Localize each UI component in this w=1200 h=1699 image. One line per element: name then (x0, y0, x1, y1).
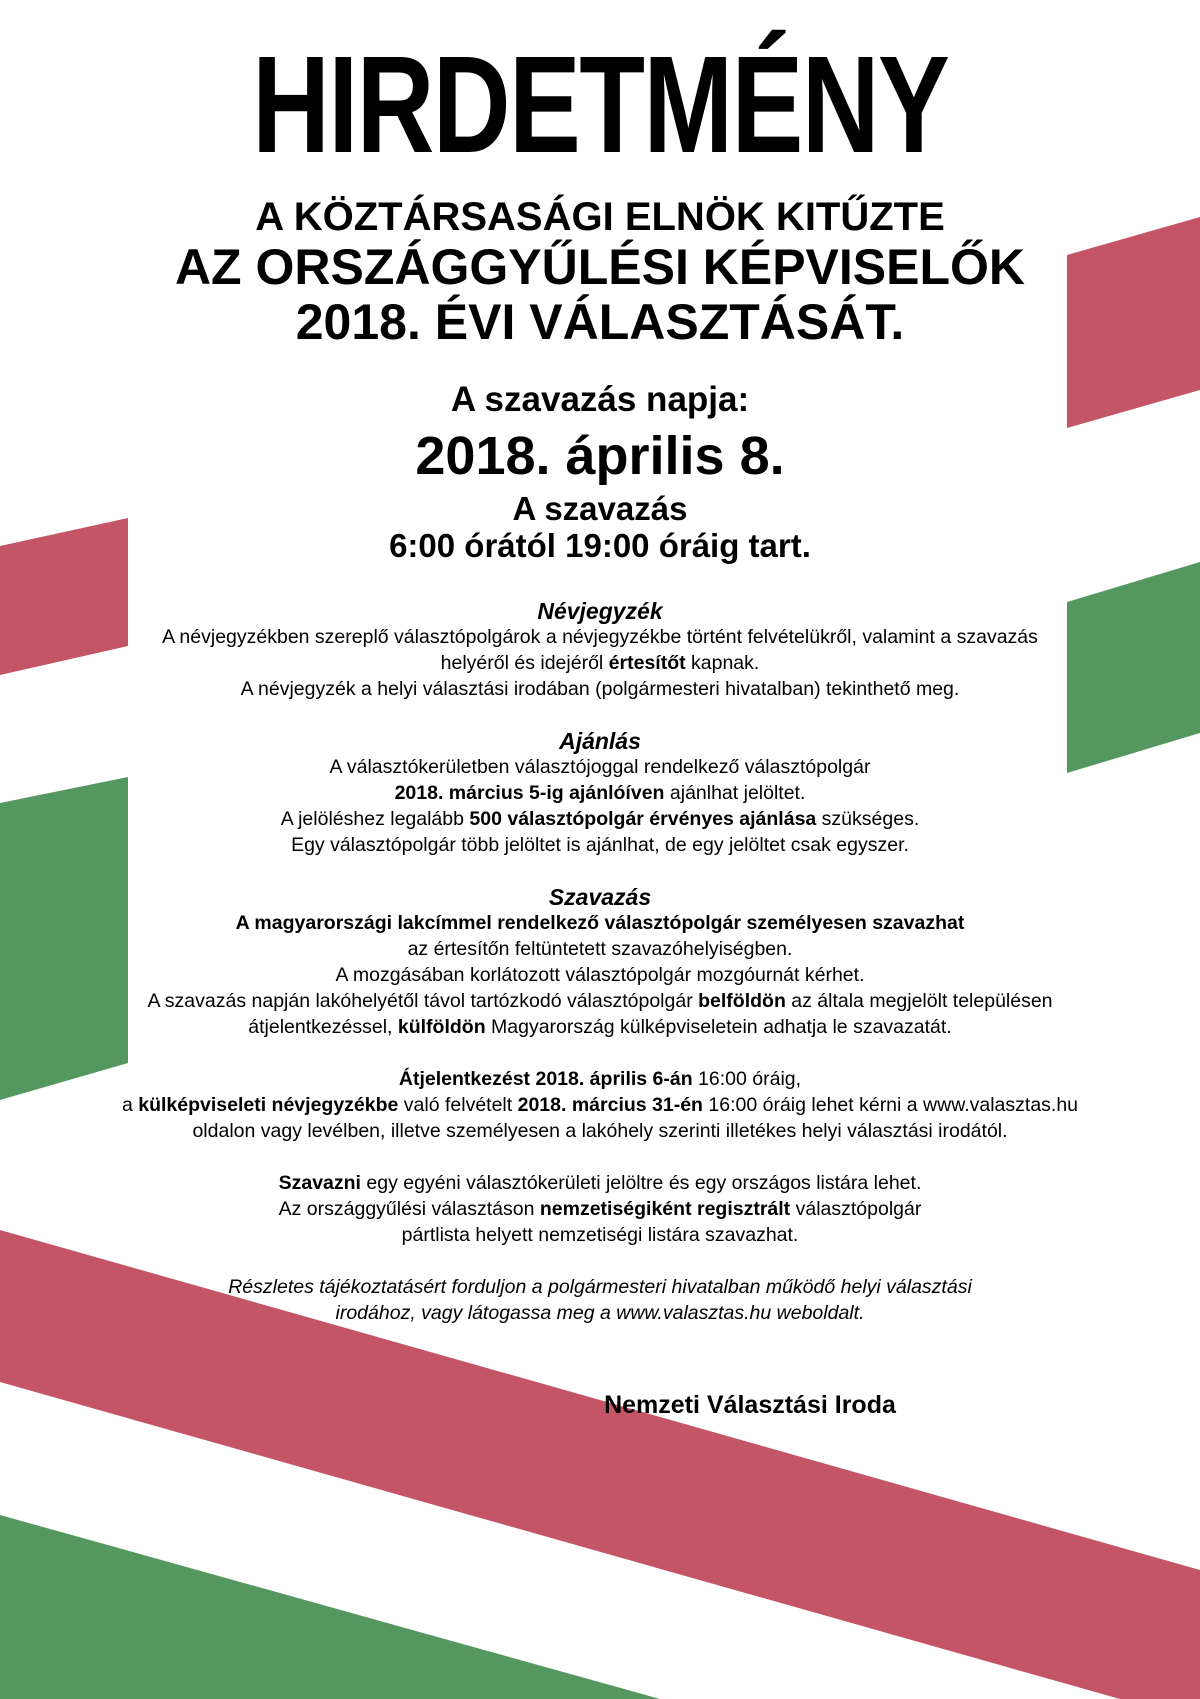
plain-text: az általa megjelölt településen (785, 990, 1053, 1012)
voting-label: A szavazás (512, 490, 688, 527)
subtitle-line-1: A KÖZTÁRSASÁGI ELNÖK KITŰZTE (255, 195, 945, 239)
body-line (0, 624, 1200, 650)
plain-text: átjelentkezéssel, (248, 1016, 398, 1038)
section-heading: Szavazás (548, 884, 652, 910)
poster-section (0, 884, 1200, 1040)
plain-text: választópolgár (790, 1198, 922, 1220)
subtitle-line-2: AZ ORSZÁGGYŰLÉSI KÉPVISELŐK (174, 239, 1026, 295)
emphasis-text: külföldön (397, 1016, 486, 1038)
plain-text: Az országgyűlési választáson (278, 1198, 540, 1220)
plain-text: irodához, vagy látogassa meg a www.valasztas.hu weboldalt. (335, 1302, 865, 1324)
body-line (0, 1222, 1200, 1248)
plain-text: kapnak. (685, 652, 760, 674)
plain-text: szükséges. (816, 808, 920, 830)
body-line (0, 962, 1200, 988)
voting-hours: 6:00 órától 19:00 óráig tart. (389, 527, 811, 564)
emphasis-text: belföldön (698, 990, 786, 1012)
emphasis-text: 500 választópolgár érvényes ajánlása (469, 808, 817, 830)
body-line (0, 806, 1200, 832)
body-line (0, 754, 1200, 780)
body-line (0, 936, 1200, 962)
poster-title (0, 28, 1200, 182)
emphasis-text: külképviseleti névjegyzékbe (138, 1094, 399, 1116)
section-heading: Névjegyzék (537, 598, 663, 624)
poster-section (0, 728, 1200, 858)
poster-section (0, 1274, 1200, 1326)
body-line (0, 1170, 1200, 1196)
body-line (0, 832, 1200, 858)
body-line (0, 1014, 1200, 1040)
plain-text: a (121, 1094, 139, 1116)
plain-text: A jelöléshez legalább (280, 808, 470, 830)
plain-text: egy egyéni választókerületi jelöltre és egy országos listára lehet. (360, 1172, 922, 1194)
poster-section (0, 1066, 1200, 1144)
plain-text: 16:00 óráig lehet kérni a www.valasztas.hu (702, 1094, 1079, 1116)
plain-text: az értesítőn feltüntetett szavazóhelyiségben. (407, 938, 793, 960)
plain-text: való felvételt (398, 1094, 518, 1116)
emphasis-text: Átjelentkezést 2018. április 6-án (398, 1068, 693, 1090)
plain-text: 16:00 óráig, (692, 1068, 802, 1090)
emphasis-text: értesítőt (608, 652, 686, 674)
body-line (0, 1092, 1200, 1118)
body-line (0, 988, 1200, 1014)
emphasis-text: 2018. március 5-ig ajánlóíven (394, 782, 665, 804)
plain-text: helyéről és idejéről (440, 652, 609, 674)
election-day-label: A szavazás napja: (450, 380, 750, 419)
poster-section (0, 1170, 1200, 1248)
plain-text: Magyarország külképviseletein adhatja le szavazatát. (485, 1016, 952, 1038)
emphasis-text: A magyarországi lakcímmel rendelkező választópolgár személyesen szavazhat (235, 912, 965, 934)
emphasis-text: 2018. március 31-én (517, 1094, 703, 1116)
body-line (0, 1118, 1200, 1144)
plain-text: ajánlhat jelöltet. (664, 782, 806, 804)
election-day-date: 2018. április 8. (415, 426, 785, 486)
emphasis-text: nemzetiségiként regisztrált (539, 1198, 791, 1220)
body-line (0, 1066, 1200, 1092)
body-line (0, 1274, 1200, 1300)
body-line (0, 1300, 1200, 1326)
plain-text: A szavazás napján lakóhelyétől távol tartózkodó választópolgár (147, 990, 699, 1012)
plain-text: A névjegyzék a helyi választási irodában (polgármesteri hivatalban) tekinthető meg. (240, 678, 960, 700)
body-line (0, 910, 1200, 936)
section-heading: Ajánlás (559, 728, 641, 754)
poster-sections (0, 598, 1200, 1326)
body-line (0, 1196, 1200, 1222)
poster-title-text: HIRDETMÉNY (251, 28, 949, 182)
poster-section (0, 598, 1200, 702)
plain-text: Egy választópolgár több jelöltet is ajánlhat, de egy jelöltet csak egyszer. (291, 834, 909, 856)
subtitle-line-3: 2018. ÉVI VÁLASZTÁSÁT. (295, 294, 905, 350)
plain-text: oldalon vagy levélben, illetve személyesen a lakóhely szerinti illetékes helyi választási irodától. (192, 1120, 1008, 1142)
plain-text: A mozgásában korlátozott választópolgár mozgóurnát kérhet. (335, 964, 865, 986)
emphasis-text: Szavazni (278, 1172, 361, 1194)
body-line (0, 780, 1200, 806)
plain-text: Részletes tájékoztatásért forduljon a polgármesteri hivatalban működő helyi választási (228, 1276, 972, 1298)
plain-text: A névjegyzékben szereplő választópolgárok a névjegyzékbe történt felvételükről, valamint a szavazás (162, 626, 1038, 648)
body-line (0, 650, 1200, 676)
plain-text: pártlista helyett nemzetiségi listára szavazhat. (401, 1224, 799, 1246)
body-line (0, 676, 1200, 702)
plain-text: A választókerületben választójoggal rendelkező választópolgár (329, 756, 871, 778)
issuer-signature: Nemzeti Választási Iroda (604, 1391, 896, 1419)
